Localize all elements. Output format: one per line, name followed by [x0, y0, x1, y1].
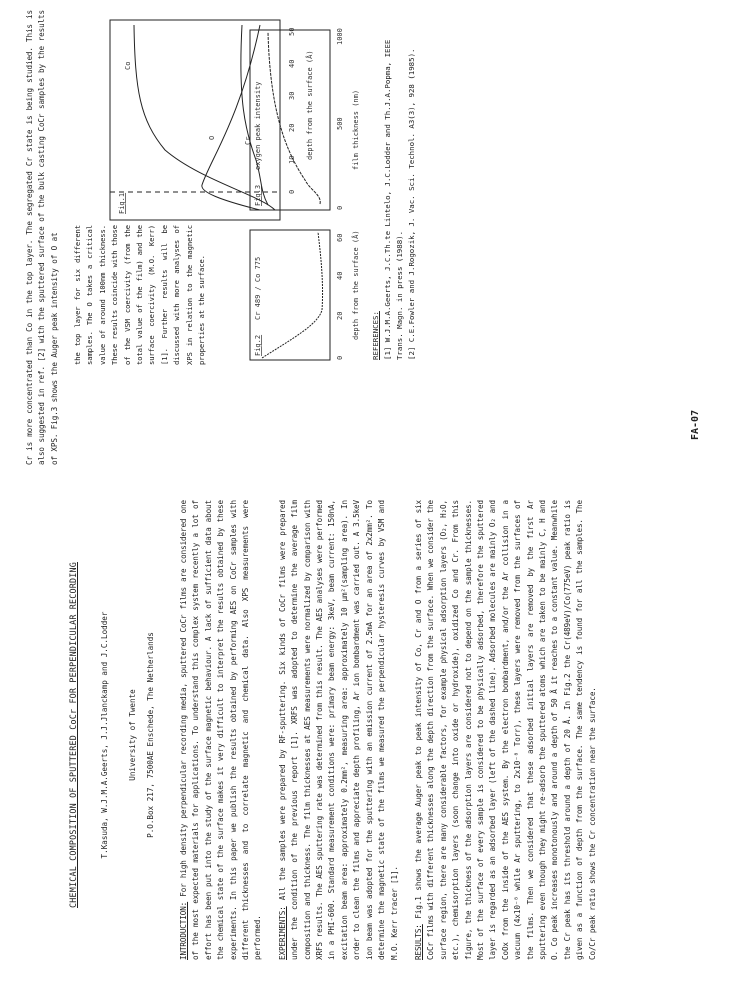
references-heading: REFERENCES: — [371, 311, 380, 360]
svg-text:20: 20 — [336, 311, 344, 320]
reference-item: [2] C.E.Fowler and J.Rogozik, J. Vac. Sci. Technol. A3(3), 928 (1985). — [407, 48, 416, 360]
svg-text:film thickness (nm): film thickness (nm) — [352, 89, 360, 170]
fig1-label: Fig.1 — [118, 192, 126, 214]
discussion-side — [72, 225, 208, 365]
svg-text:30: 30 — [288, 91, 296, 100]
svg-text:1000: 1000 — [336, 28, 344, 45]
address: P.O.Box 217, 7500AE Enschede, The Netherlands — [146, 632, 155, 838]
introduction-text: For high density perpendicular recording media, sputtered CoCr films are considered one of the most expected materials for applications. To understand this complex system recently a lot of effort has been put into the study of the surface magnetic behaviour. A lack of sufficient data about the chemical state of the surface makes it very difficult to interpret the results obtained by these experiments. In this paper we publish the results obtained by performing AES on CoCr samples with different thicknesses and to correlate magnetic and chemical data. Also XPS measurements were performed. — [179, 500, 263, 960]
svg-text:500: 500 — [336, 117, 344, 130]
experiments-heading: EXPERIMENTS: — [277, 906, 287, 960]
results-paragraph — [413, 500, 599, 960]
affiliation: University of Twente — [128, 689, 137, 781]
experiments-text: All the samples were prepared by RF-sputtering. Six kinds of CoCr films were prepared under the condition of the previous report [1]. XRFS was adopted to determine the average film composition and thickness. The film thicknesses at AES measurements were normalized by comparison with XRFS results. The AES sputtering rate was determined from this result. The AES analyses were performed in a PHI-600. Standard measurement conditions were: primary beam energy: 3keV, beam current: 150nA, excitation beam area: approximately 0.2mm², measuring area: approximately 10 µm²(sampling area). In order to clean the films and appreciate depth profiling, Ar ion bombardment was carried out. A 3.5keV ion beam was adopted for the sputtering with an emission current of 2.5mA for an area of 2x2mm². To determine the magnetic state of the films we measured the perpendicular hysteresis curves by VSM and M.O. Kerr tracer [1]. — [277, 500, 399, 960]
figure-3 — [250, 20, 374, 210]
svg-text:0: 0 — [336, 205, 344, 210]
fig1-xlabel: depth from the surface (Å) — [306, 50, 314, 160]
experiments-paragraph — [277, 500, 401, 960]
svg-text:60: 60 — [336, 233, 344, 242]
fig2-subtitle: Cr 489 / Co 775 — [254, 256, 262, 320]
figure-2 — [250, 220, 374, 360]
results-text: Fig.1 shows the average Auger peak to peak intensity of Co, Cr and O from a series of six CoCr films with different thicknesses along the depth direction from the surface. When we consider the surface region, there are many considerable factors, for example physical adsorption layers (O₂, H₂O, etc.), chemisorption layers (soon change into oxide or hydroxide), oxidized Co and Cr. From this figure, the thickness of the adsorption layers are considered not to depend on the sample thicknesses. Most of the surface of every sample is considered to be physically adsorbed, therefore the sputtered layer is regarded as an adsorbed layer (left of the dashed line). Adsorbed molecules are mainly O₂ and CoOx from the inside of the AES system. By the electron bombardment, and/or the Ar collision in a vacuum (4x10⁻⁸ while Ar sputtering, to 2x10⁻⁸ Torr), these layers were removed from the surfaces of the films. Then we considered that these adsorbed initial layers are removed by the first Ar sputtering even though they might re-adsorb the sputtered atoms which are taken to be mainly C, H and O. Co peak increases monotonously and around a depth of 50 Å it reaches to a constant value. Meanwhile the Cr peak has its threshold around a depth of 20 Å. In Fig.2 the Cr(489eV)/Co(775eV) peak ratio is given as a function of depth from the surface. The same tendency is found for all the samples. The Co/Cr peak ratio shows the Cr concentration near the surface. — [413, 500, 597, 960]
svg-text:50: 50 — [288, 27, 296, 36]
fig3-subtitle: oxygen peak intensity — [254, 81, 262, 170]
svg-text:Cr: Cr — [244, 136, 252, 145]
discussion-top — [24, 10, 61, 465]
results-heading: RESULTS: — [413, 924, 423, 960]
svg-text:0: 0 — [336, 355, 344, 360]
svg-text:Co: Co — [124, 61, 132, 70]
fig3-label: Fig.3 — [254, 184, 262, 206]
svg-text:depth from the surface (Å): depth from the surface (Å) — [352, 230, 360, 340]
svg-text:40: 40 — [336, 271, 344, 280]
references — [370, 10, 418, 360]
discussion-text-start: Cr is more concentrated than Co in the top layer. The segregated Cr state is being studied. This is also suggested in ref. [2] with the sputtered surface of the bulk casting CoCr samples by the results of XPS. Fig.3 shows the Auger peak intensity of O at — [25, 10, 59, 465]
svg-text:20: 20 — [288, 123, 296, 132]
paper-title: CHEMICAL COMPOSITION OF SPUTTERED CoCr FOR PERPENDICULAR RECORDING — [68, 562, 78, 908]
reference-item: [1] W.J.M.A.Geerts, J.C.Th.te Lintelo, J.C.Lodder and Th.J.A.Popma, IEEE Trans. Magn. in press (1988). — [383, 39, 404, 360]
svg-text:0: 0 — [288, 189, 296, 194]
discussion-text-side: the top layer for six different samples. The O takes a critical value of around 100nm thickness. These results coincide with those of the VSM coercivity (from the total value of the film) and the surface coercivity (M.O. Kerr) [1]. Further results will be discussed with more analyses of XPS in relation to the magnetic properties at the surface. — [73, 225, 207, 365]
left-column — [178, 500, 611, 960]
page-code: FA-07 — [690, 409, 701, 440]
svg-text:10: 10 — [288, 155, 296, 164]
svg-text:40: 40 — [288, 59, 296, 68]
authors: T.Kasuda, W.J.M.A.Geerts, J.J.Jlanckamp and J.C.Lodder — [100, 611, 109, 859]
introduction-paragraph — [178, 500, 265, 960]
fig2-label: Fig.2 — [254, 334, 262, 356]
introduction-heading: INTRODUCTION: — [179, 901, 188, 960]
svg-text:O: O — [208, 135, 216, 140]
